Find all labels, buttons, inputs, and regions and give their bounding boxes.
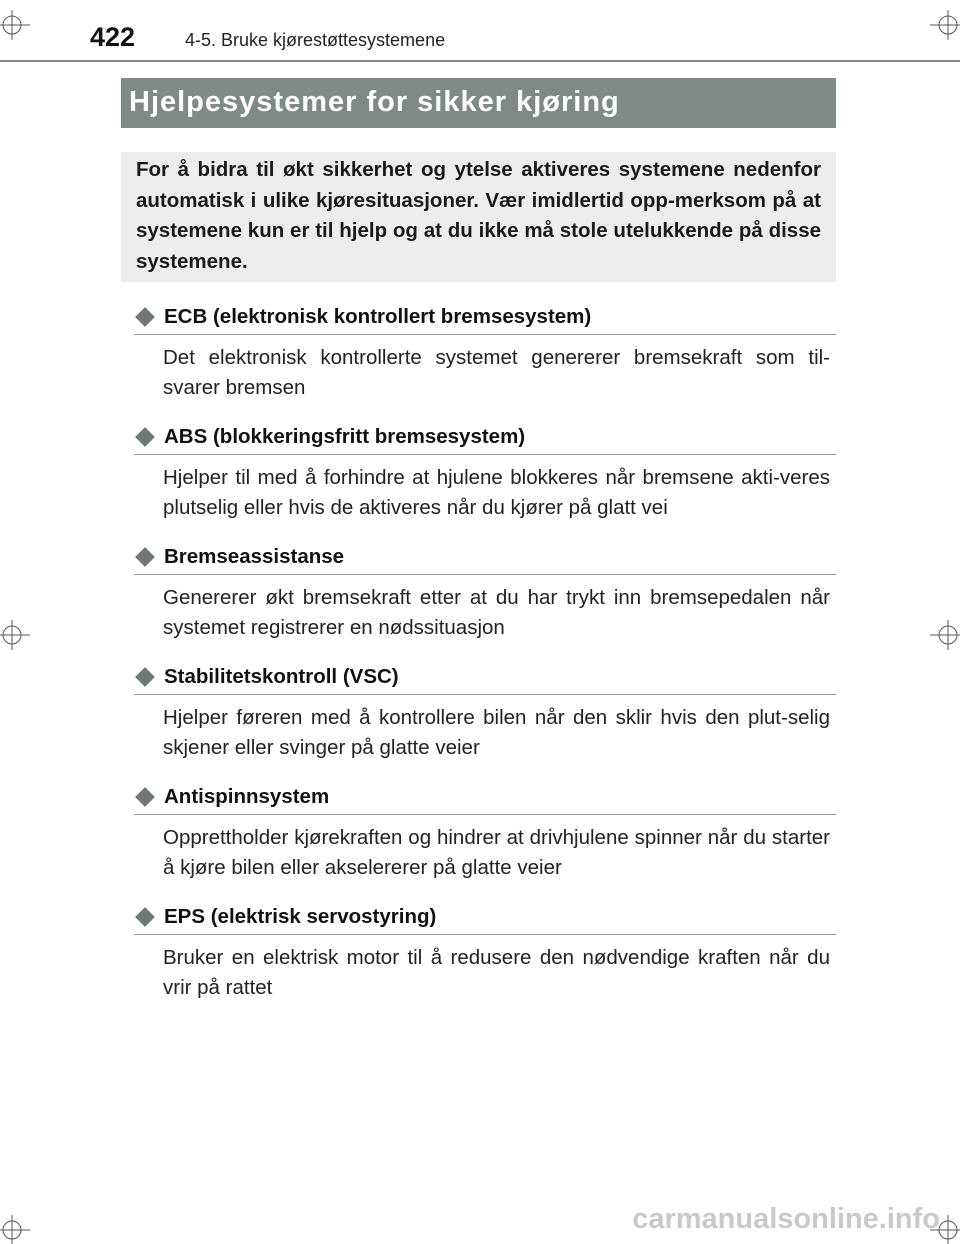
- system-description: Opprettholder kjørekraften og hindrer at drivhjulene spinner når du starter å kjøre bilen eller akselererer på glatte veier: [163, 826, 830, 879]
- system-title: Stabilitetskontroll (VSC): [164, 665, 399, 688]
- system-heading: [134, 780, 836, 815]
- system-title: EPS (elektrisk servostyring): [164, 905, 437, 928]
- diamond-bullet-icon: [135, 307, 155, 327]
- section-title-banner: [121, 78, 836, 128]
- system-heading: [134, 900, 836, 935]
- watermark: carmanualsonline.info: [632, 1203, 940, 1235]
- diamond-bullet-icon: [135, 787, 155, 807]
- diamond-bullet-icon: [135, 547, 155, 567]
- system-heading: [134, 660, 836, 695]
- diamond-bullet-icon: [135, 427, 155, 447]
- diamond-bullet-icon: [135, 907, 155, 927]
- crop-mark-icon: [0, 610, 40, 660]
- system-description: Genererer økt bremsekraft etter at du har trykt inn bremsepedalen når systemet registrerer en nødssituasjon: [163, 586, 830, 639]
- crop-mark-icon: [0, 0, 40, 50]
- diamond-bullet-icon: [135, 667, 155, 687]
- system-title: Antispinnsystem: [164, 785, 330, 808]
- system-heading: [134, 420, 836, 455]
- crop-mark-icon: [0, 1200, 40, 1244]
- list-item: [134, 540, 836, 642]
- system-title: ECB (elektronisk kontrollert bremsesystem): [164, 305, 592, 328]
- system-description: Bruker en elektrisk motor til å redusere den nødvendige kraften når du vrir på rattet: [163, 946, 830, 999]
- crop-mark-icon: [920, 0, 960, 50]
- list-item: [134, 420, 836, 522]
- chapter-title: 4-5. Bruke kjørestøttesystemene: [185, 30, 446, 50]
- intro-box: [121, 152, 836, 282]
- system-description: Det elektronisk kontrollerte systemet genererer bremsekraft som til-svarer bremsen: [163, 346, 830, 399]
- page-number: 422: [90, 22, 136, 52]
- list-item: [134, 660, 836, 762]
- list-item: [134, 900, 836, 1002]
- system-title: ABS (blokkeringsfritt bremsesystem): [164, 425, 526, 448]
- list-item: [134, 300, 836, 402]
- header-divider: [0, 60, 960, 62]
- system-heading: [134, 540, 836, 575]
- intro-text: For å bidra til økt sikkerhet og ytelse aktiveres systemene nedenfor automatisk i ulike kjøresituasjoner. Vær imidlertid opp-merksom på at systemene kun er til hjelp og at du ikke må stole utelukkende på disse systemene.: [136, 158, 821, 274]
- section-title: Hjelpesystemer for sikker kjøring: [129, 86, 620, 118]
- system-title: Bremseassistanse: [164, 545, 345, 568]
- crop-mark-icon: [920, 610, 960, 660]
- list-item: [134, 780, 836, 882]
- system-description: Hjelper til med å forhindre at hjulene blokkeres når bremsene akti-veres plutselig eller hvis de aktiveres når du kjører på glatt vei: [163, 466, 830, 519]
- systems-list: [134, 300, 836, 1020]
- system-description: Hjelper føreren med å kontrollere bilen når den sklir hvis den plut-selig skjener eller svinger på glatte veier: [163, 706, 830, 759]
- system-heading: [134, 300, 836, 335]
